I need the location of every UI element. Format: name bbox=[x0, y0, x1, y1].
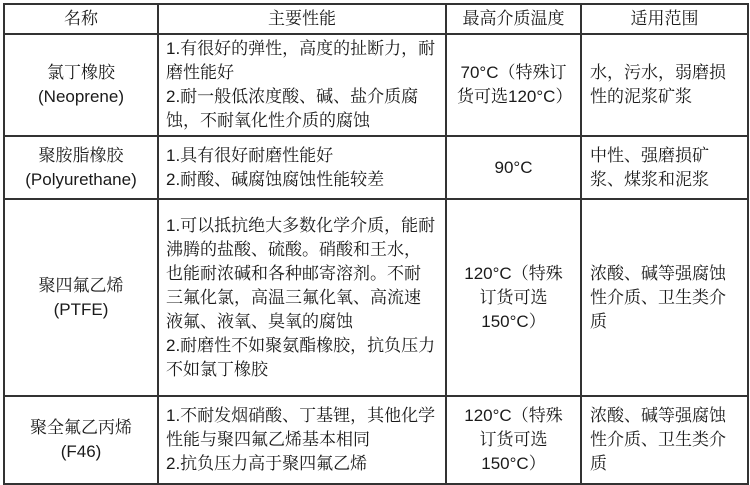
material-spec-table bbox=[3, 3, 749, 485]
max-temp-cell: 90°C bbox=[446, 136, 581, 199]
material-name-cell bbox=[4, 199, 158, 396]
application-scope-cell: 水，污水，弱磨损性的泥浆矿浆 bbox=[581, 34, 748, 136]
application-scope-cell: 中性、强磨损矿浆、煤浆和泥浆 bbox=[581, 136, 748, 199]
material-name-cn: 聚四氟乙烯 bbox=[38, 275, 124, 295]
performance-item: 1.可以抵抗绝大多数化学介质，能耐沸腾的盐酸、硫酸。硝酸和王水，也能耐浓碱和各种邮寄溶剂。不耐三氟化氯，高温三氟化氧、高流速液氟、液氧、臭氧的腐蚀 bbox=[166, 215, 436, 331]
header-application-range: 适用范围 bbox=[581, 4, 748, 34]
performance-cell bbox=[158, 34, 446, 136]
performance-item: 1.有很好的弹性，高度的扯断力，耐磨性能好 bbox=[166, 39, 436, 82]
header-row bbox=[4, 4, 748, 34]
table-row-f46 bbox=[4, 396, 748, 484]
material-name-cn: 聚全氟乙丙烯 bbox=[30, 418, 132, 437]
application-scope-cell: 浓酸、碱等强腐蚀性介质、卫生类介质 bbox=[581, 199, 748, 396]
material-name-en: (Neoprene) bbox=[38, 87, 124, 106]
header-main-performance: 主要性能 bbox=[158, 4, 446, 34]
max-temp-cell: 70°C（特殊订货可选120°C） bbox=[446, 34, 581, 136]
table-row-polyurethane bbox=[4, 136, 748, 199]
performance-item: 2.耐一般低浓度酸、碱、盐介质腐蚀，不耐氧化性介质的腐蚀 bbox=[166, 87, 419, 130]
max-temp-cell: 120°C（特殊订货可选150°C） bbox=[446, 396, 581, 484]
material-name-cn: 聚胺脂橡胶 bbox=[38, 145, 124, 165]
performance-item: 2.耐磨性不如聚氨酯橡胶，抗负压力不如氯丁橡胶 bbox=[166, 335, 436, 379]
material-name-cell bbox=[4, 136, 158, 199]
performance-cell bbox=[158, 199, 446, 396]
header-max-medium-temperature: 最高介质温度 bbox=[446, 4, 581, 34]
table-row-neoprene bbox=[4, 34, 748, 136]
performance-item: 1.具有很好耐磨性能好 bbox=[166, 145, 334, 165]
material-name-cell bbox=[4, 34, 158, 136]
performance-item: 1.不耐发烟硝酸、丁基锂，其他化学性能与聚四氟乙烯基本相同 bbox=[166, 406, 436, 449]
material-name-en: (F46) bbox=[60, 442, 102, 461]
performance-cell bbox=[158, 396, 446, 484]
performance-cell bbox=[158, 136, 446, 199]
performance-item: 2.耐酸、碱腐蚀腐蚀性能较差 bbox=[166, 169, 385, 189]
header-name: 名称 bbox=[4, 4, 158, 34]
material-name-cn: 氯丁橡胶 bbox=[47, 63, 115, 82]
table-row-ptfe bbox=[4, 199, 748, 396]
material-name-cell bbox=[4, 396, 158, 484]
application-scope-cell: 浓酸、碱等强腐蚀性介质、卫生类介质 bbox=[581, 396, 748, 484]
material-name-en: (PTFE) bbox=[53, 299, 109, 319]
performance-item: 2.抗负压力高于聚四氟乙烯 bbox=[166, 454, 368, 473]
max-temp-cell: 120°C（特殊订货可选150°C） bbox=[446, 199, 581, 396]
material-name-en: (Polyurethane) bbox=[25, 169, 137, 189]
